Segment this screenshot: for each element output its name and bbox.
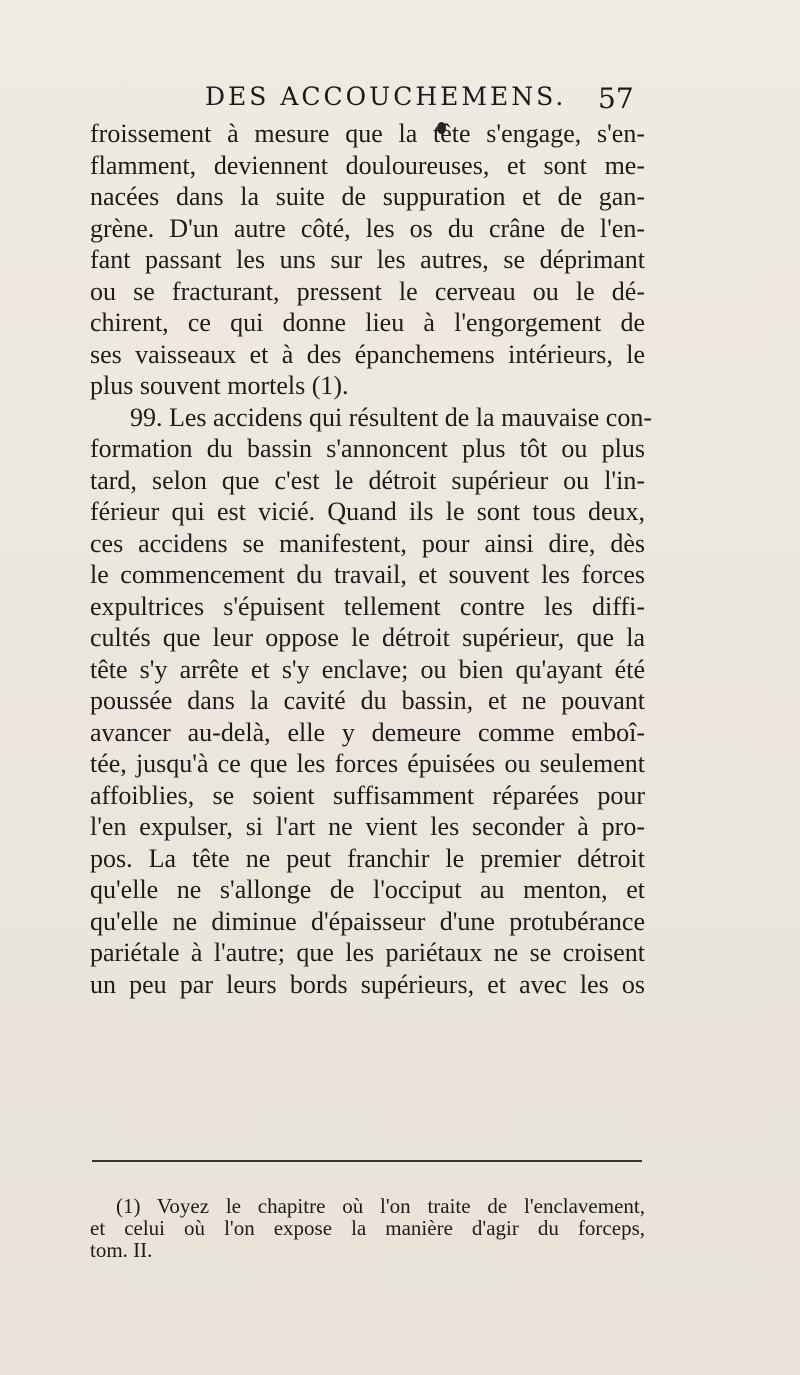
text-line: pos. La tête ne peut franchir le premier détroit [90,843,645,873]
text-line: affoiblies, se soient suffisamment réparées pour [90,780,645,810]
text-line: nacées dans la suite de suppuration et de gan- [90,182,645,211]
text-line: qu'elle ne diminue d'épaisseur d'une protubérance [90,906,645,936]
text-line: un peu par leurs bords supérieurs, et avec les os [90,969,645,999]
text-line: tête s'y arrête et s'y enclave; ou bien qu'ayant été [90,654,645,684]
text-line: qu'elle ne s'allonge de l'occiput au menton, et [90,875,645,904]
text-line: ces accidens se manifestent, pour ainsi dire, dès [90,528,645,558]
text-line: le commencement du travail, et souvent les forces [90,560,645,589]
body-text [90,118,652,1000]
text-line: l'en expulser, si l'art ne vient les seconder à pro- [90,812,645,841]
running-title: DES ACCOUCHEMENS. [205,82,567,111]
text-line: poussée dans la cavité du bassin, et ne pouvant [90,686,645,715]
text-line: ses vaisseaux et à des épanchemens intérieurs, le [90,339,645,369]
text-line: chirent, ce qui donne lieu à l'engorgement de [90,308,645,337]
footnote-line: et celui où l'on expose la manière d'agir du forceps, [90,1216,645,1240]
page-number: 57 [598,82,634,115]
text-line: ou se fracturant, pressent le cerveau ou le dé- [90,276,645,306]
footnote-line: tom. II. [90,1238,153,1262]
text-line: avancer au-delà, elle y demeure comme emboî- [90,717,645,747]
text-line: expultrices s'épuisent tellement contre les diffi- [90,591,645,621]
text-line: plus souvent mortels (1). [90,371,349,400]
text-line: froissement à mesure que la tête s'engage, s'en- [90,119,645,148]
paragraph-start-line: 99. Les accidens qui résultent de la mauvaise con- [130,402,652,432]
text-line: formation du bassin s'annoncent plus tôt ou plus [90,434,645,463]
text-line: grène. D'un autre côté, les os du crâne de l'en- [90,213,645,243]
text-line: cultés que leur oppose le détroit supérieur, que la [90,623,645,652]
text-line: pariétale à l'autre; que les pariétaux ne se croisent [90,938,645,967]
text-line: tard, selon que c'est le détroit supérieur ou l'in- [90,465,645,495]
footnote [90,1195,645,1261]
text-line: tée, jusqu'à ce que les forces épuisées ou seulement [90,749,645,778]
footnote-divider [92,1160,642,1162]
text-line: fant passant les uns sur les autres, se déprimant [90,245,645,274]
footnote-line: (1) Voyez le chapitre où l'on traite de l'enclavement, [116,1194,645,1218]
text-line: férieur qui est vicié. Quand ils le sont tous deux, [90,497,645,526]
text-line: flamment, deviennent douloureuses, et sont me- [90,150,645,180]
